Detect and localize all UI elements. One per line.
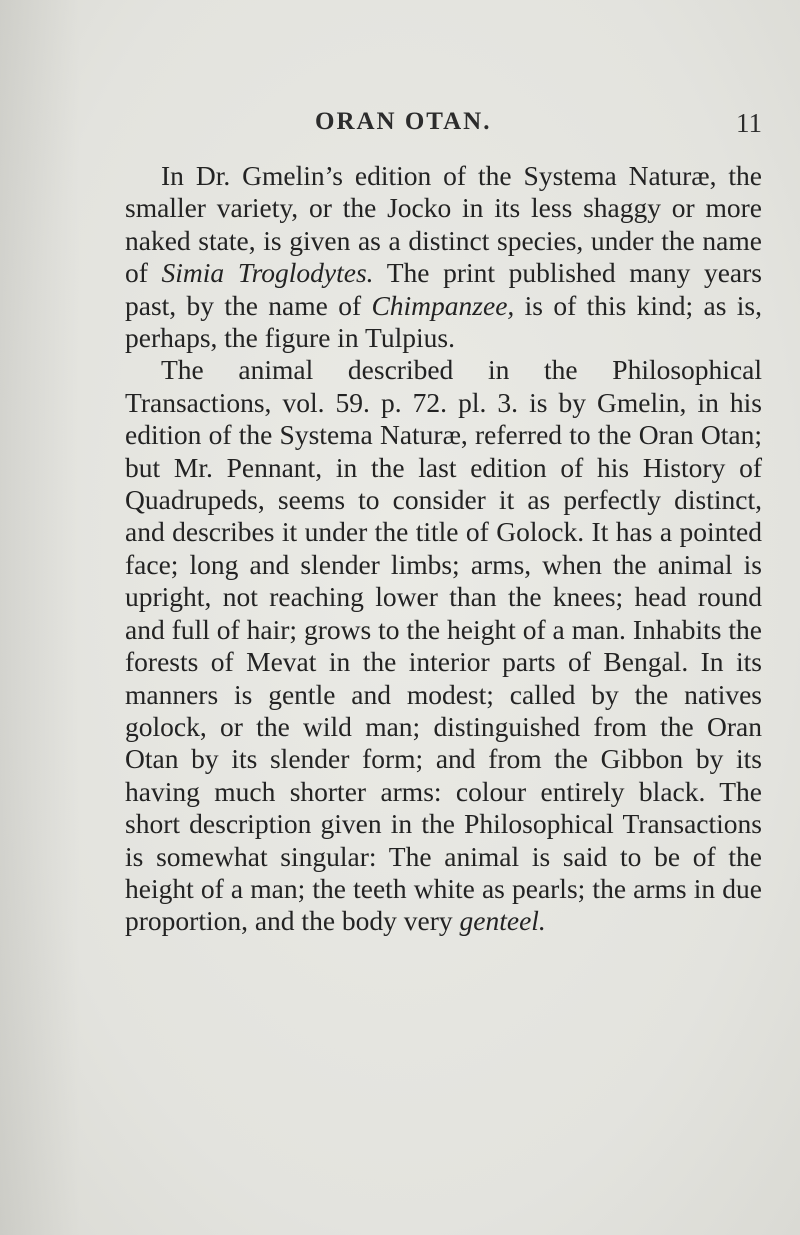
italic-word: genteel. xyxy=(459,905,546,937)
text-segment: The animal described in the Philosophical Transactions, vol. 59. p. 72. pl. 3. is by Gmelin, in his edition of the Systema Naturæ, referred to the Oran Otan; but Mr. Pennant, in the last edition of his History of Quadrupeds, seems to consider it as perfectly distinct, and describes it under the title of Golock. It has a pointed face; long and slender limbs; arms, when the animal is upright, not reaching lower than the knees; head round and full of hair; grows to the height of a man. Inhabits the forests of Mevat in the interior parts of Bengal. In its manners is gentle and modest; called by the natives golock, or the wild man; distinguished from the Oran Otan by its slender form; and from the Gibbon by its having much shorter arms: colour entirely black. The short description given in the Philosophical Transactions is somewhat singular: The animal is said to be of the height of a man; the teeth white as pearls; the arms in due proportion, and the body very xyxy=(125,354,762,937)
body-text xyxy=(125,160,762,938)
species-name: Simia Troglodytes. xyxy=(161,257,374,289)
page-number: 11 xyxy=(736,108,762,138)
text-segment: In Dr. Gmelin’s edition of the Systema Naturæ, the smaller variety, or the Jocko in its less shaggy or more naked state, is given as a distinct species, under the name of xyxy=(125,160,762,289)
paragraph-1 xyxy=(125,160,762,354)
page-header xyxy=(140,108,762,142)
common-name: Chimpanzee, xyxy=(371,289,515,321)
running-title: ORAN OTAN. xyxy=(315,108,492,135)
text-segment: The print published many years past, by the name of xyxy=(125,257,762,321)
spine-shadow xyxy=(0,0,80,1235)
paragraph-2 xyxy=(125,354,762,937)
text-segment: is of this kind; as is, perhaps, the figure in Tulpius. xyxy=(125,289,762,354)
